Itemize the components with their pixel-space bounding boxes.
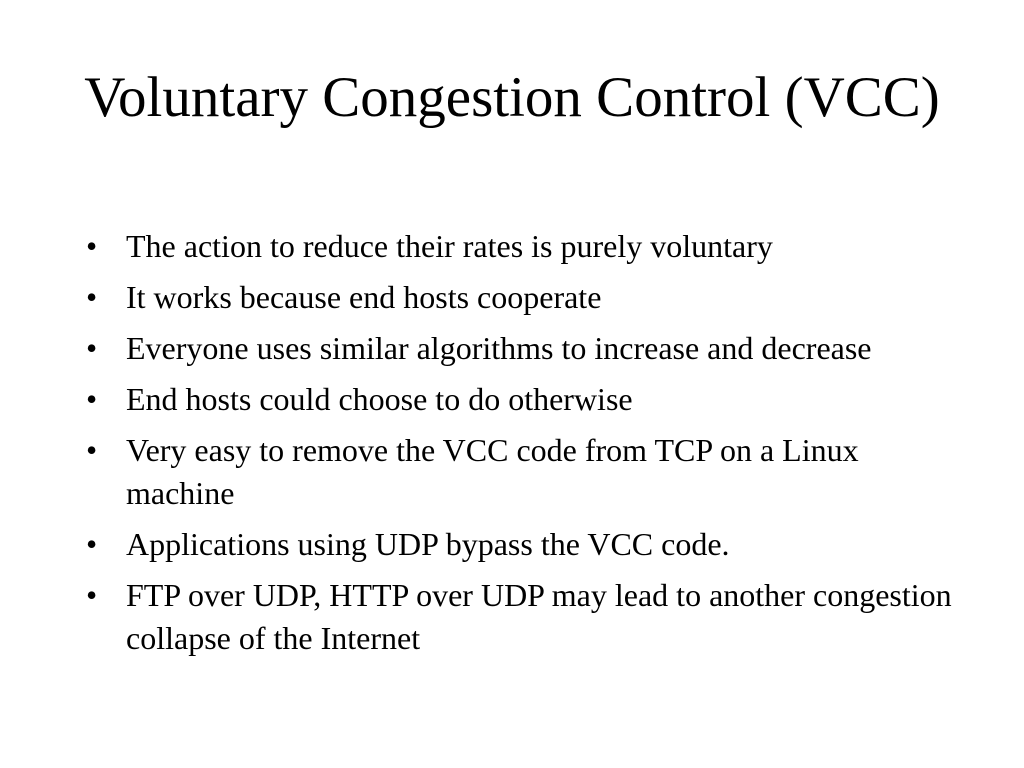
bullet-text: The action to reduce their rates is purely voluntary xyxy=(126,228,773,264)
bullet-text: Everyone uses similar algorithms to increase and decrease xyxy=(126,330,872,366)
bullet-icon: • xyxy=(86,228,98,264)
bullet-item xyxy=(84,276,964,319)
slide-title: Voluntary Congestion Control (VCC) xyxy=(84,66,940,129)
bullet-icon: • xyxy=(86,526,98,562)
bullet-list xyxy=(84,225,964,660)
bullet-item xyxy=(84,523,964,566)
bullet-text: Applications using UDP bypass the VCC code. xyxy=(126,526,730,562)
bullet-item xyxy=(84,225,964,268)
bullet-icon: • xyxy=(86,432,98,468)
bullet-item xyxy=(84,378,964,421)
bullet-icon: • xyxy=(86,577,98,613)
bullet-item xyxy=(84,574,964,660)
bullet-item xyxy=(84,429,964,515)
bullet-text: It works because end hosts cooperate xyxy=(126,279,602,315)
bullet-text: Very easy to remove the VCC code from TCP on a Linux machine xyxy=(126,432,859,511)
bullet-icon: • xyxy=(86,330,98,366)
bullet-icon: • xyxy=(86,279,98,315)
bullet-text: End hosts could choose to do otherwise xyxy=(126,381,633,417)
bullet-item xyxy=(84,327,964,370)
bullet-text: FTP over UDP, HTTP over UDP may lead to another congestion collapse of the Internet xyxy=(126,577,952,656)
bullet-icon: • xyxy=(86,381,98,417)
